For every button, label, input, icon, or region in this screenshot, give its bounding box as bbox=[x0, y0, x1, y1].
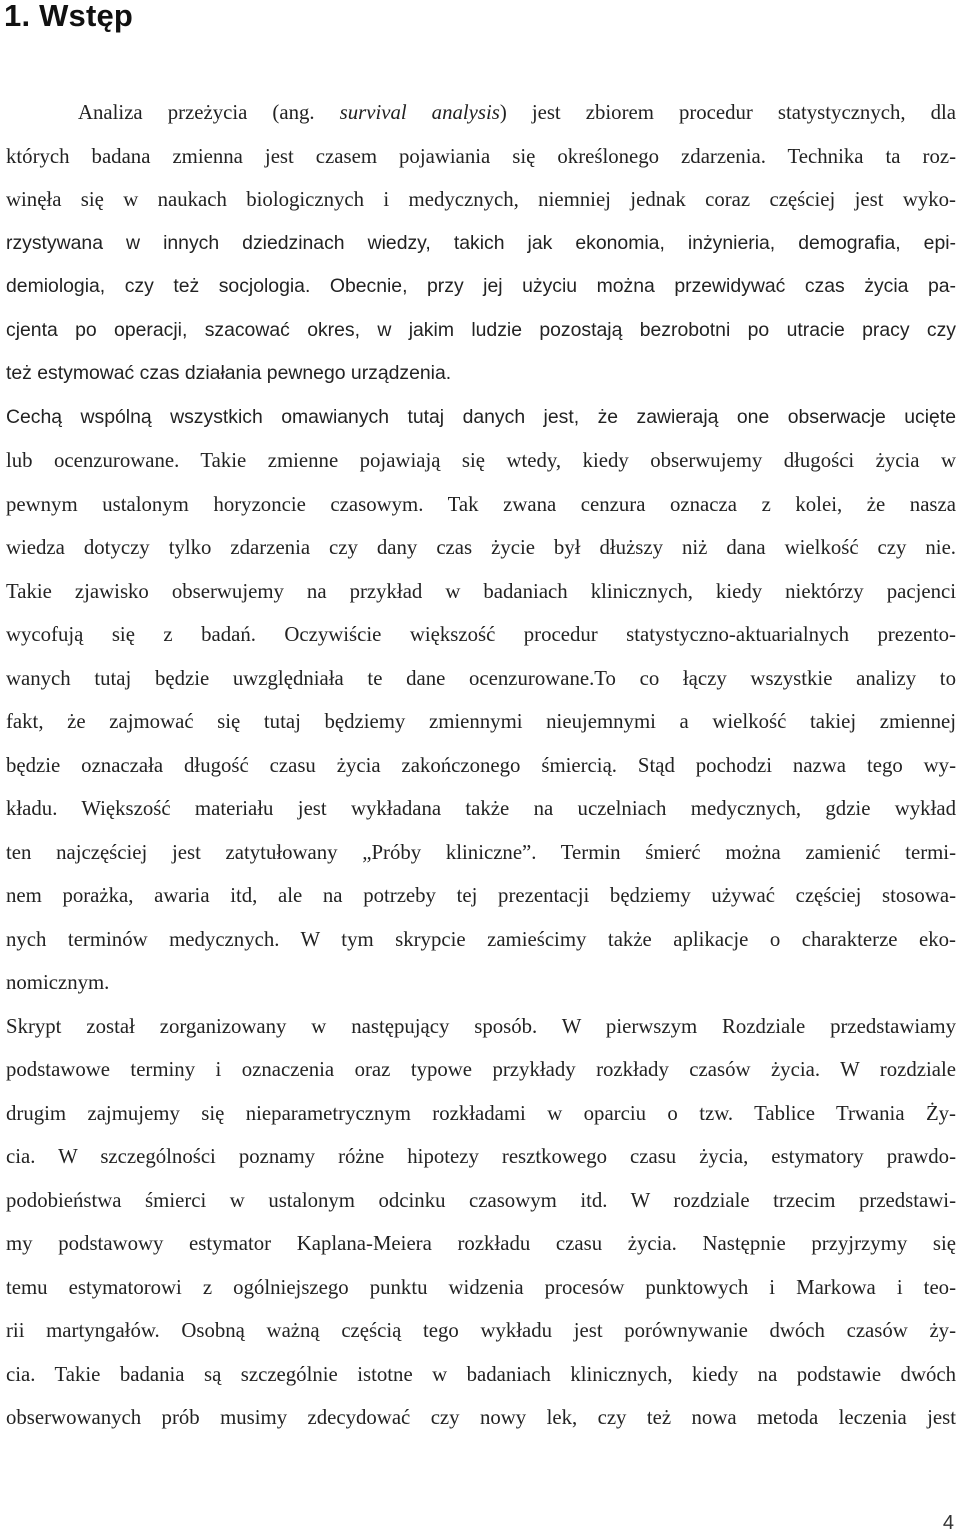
text-line: cjenta po operacji, szacować okres, w jakim ludzie pozostają bezrobotni po utracie pracy czy bbox=[6, 318, 956, 341]
text-line: podstawowe terminy i oznaczenia oraz typowe przykłady rozkłady czasów życia. W rozdziale bbox=[6, 1058, 956, 1081]
text-line: Cechą wspólną wszystkich omawianych tutaj danych jest, że zawierają one obserwacje ucięte bbox=[6, 405, 956, 428]
text-line: wanych tutaj będzie uwzględniała te dane ocenzurowane.To co łączy wszystkie analizy to bbox=[6, 666, 956, 690]
text-line: nomicznym. bbox=[6, 971, 110, 994]
text-line: nem porażka, awaria itd, ale na potrzeby tej prezentacji będziemy używać częściej stosowa- bbox=[6, 884, 956, 907]
body-text bbox=[6, 91, 956, 1440]
text-line: też estymować czas działania pewnego urządzenia. bbox=[6, 362, 452, 384]
text-line: lub ocenzurowane. Takie zmienne pojawiają się wtedy, kiedy obserwujemy długości życia w bbox=[6, 449, 956, 472]
text-line: podobieństwa śmierci w ustalonym odcinku czasowym itd. W rozdziale trzecim przedstawi- bbox=[6, 1188, 956, 1212]
text-line: rii martyngałów. Osobną ważną częścią tego wykładu jest porównywanie dwóch czasów ży- bbox=[6, 1319, 956, 1342]
text-line: wiedza dotyczy tylko zdarzenia czy dany czas życie był dłuższy niż dana wielkość czy nie. bbox=[6, 536, 956, 559]
section-heading: 1. Wstęp bbox=[4, 0, 134, 33]
text-line: wycofują się z badań. Oczywiście większość procedur statystyczno-aktuarialnych prezento- bbox=[6, 623, 956, 646]
emphasized-term: survival analysis bbox=[339, 101, 500, 124]
page-number: 4 bbox=[942, 1512, 954, 1534]
text-line: Analiza przeżycia (ang. survival analysis) jest zbiorem procedur statystycznych, dla bbox=[78, 101, 957, 124]
text-line: cia. Takie badania są szczególnie istotne w badaniach klinicznych, kiedy na podstawie dwóch bbox=[6, 1362, 956, 1386]
text-line: winęła się w naukach biologicznych i medycznych, niemniej jednak coraz częściej jest wyko- bbox=[6, 188, 956, 211]
text-line: fakt, że zajmować się tutaj będziemy zmiennymi nieujemnymi a wielkość takiej zmiennej bbox=[6, 710, 956, 733]
text-line: Skrypt został zorganizowany w następujący sposób. W pierwszym Rozdziale przedstawiamy bbox=[6, 1014, 956, 1038]
text-line: my podstawowy estymator Kaplana-Meiera rozkładu czasu życia. Następnie przyjrzymy się bbox=[6, 1232, 956, 1255]
text-line: Takie zjawisko obserwujemy na przykład w badaniach klinicznych, kiedy niektórzy pacjenci bbox=[6, 579, 956, 603]
text-line: kładu. Większość materiału jest wykładana także na uczelniach medycznych, gdzie wykład bbox=[6, 797, 956, 820]
text-line: cia. W szczególności poznamy różne hipotezy resztkowego czasu życia, estymatory prawdo- bbox=[6, 1145, 956, 1168]
text-line: demiologia, czy też socjologia. Obecnie, przy jej użyciu można przewidywać czas życia pa- bbox=[6, 275, 956, 297]
text-line: obserwowanych prób musimy zdecydować czy nowy lek, czy też nowa metoda leczenia jest bbox=[6, 1406, 956, 1429]
text-line: będzie oznaczała długość czasu życia zakończonego śmiercią. Stąd pochodzi nazwa tego wy- bbox=[6, 753, 956, 777]
text-line: nych terminów medycznych. W tym skrypcie zamieścimy także aplikacje o charakterze eko- bbox=[6, 927, 956, 951]
text-line: drugim zajmujemy się nieparametrycznym rozkładami w oparciu o tzw. Tablice Trwania Ży- bbox=[6, 1101, 956, 1125]
text-line: rzystywana w innych dziedzinach wiedzy, takich jak ekonomia, inżynieria, demografia, epi- bbox=[6, 231, 956, 254]
text-line: pewnym ustalonym horyzoncie czasowym. Tak zwana cenzura oznacza z kolei, że nasza bbox=[6, 492, 956, 516]
text-line: ten najczęściej jest zatytułowany „Próby kliniczne”. Termin śmierć można zamienić termi- bbox=[6, 840, 956, 864]
text-line: temu estymatorowi z ogólniejszego punktu widzenia procesów punktowych i Markowa i teo- bbox=[6, 1275, 956, 1299]
text-line: których badana zmienna jest czasem pojawiania się określonego zdarzenia. Technika ta roz- bbox=[6, 144, 956, 168]
